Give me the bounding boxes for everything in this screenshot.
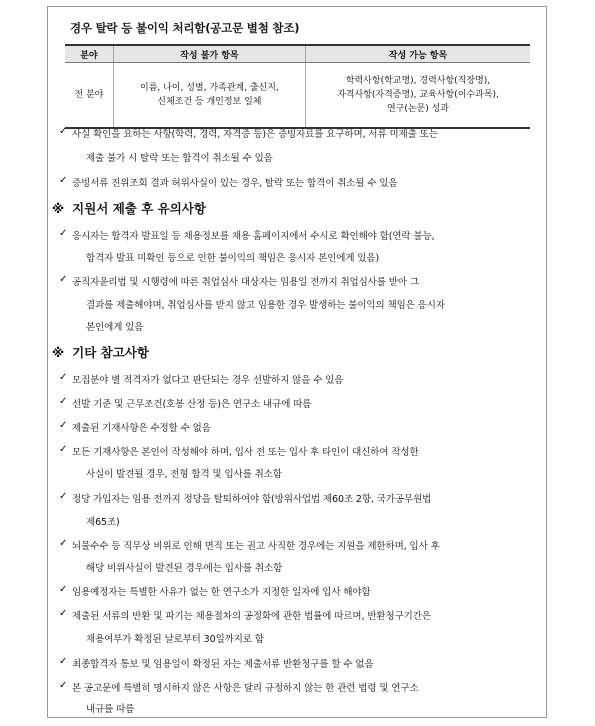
bullet-line: 최종합격자 통보 및 임용일이 확정된 자는 제출서류 반환청구를 할 수 없음 [72, 659, 374, 670]
bullet-line: 모집분야 별 적격자가 없다고 판단되는 경우 선발하지 않을 수 있음 [72, 375, 344, 386]
check-icon: ✓ [59, 656, 68, 667]
cell-prohibited-line: 신체조건 등 개인정보 일체 [157, 97, 262, 107]
bullet-line: 제출된 기재사항은 수정할 수 없음 [72, 423, 211, 434]
bullet-line: 본 공고문에 특별히 명시하지 않은 사항은 달리 규정하지 않는 한 관련 법령 및 연구소 [72, 683, 419, 694]
check-icon: ✓ [59, 396, 68, 407]
bullet-line: 제출된 서류의 반환 및 파기는 채용절차의 공정화에 관한 법률에 따르며, 반환청구기간은 [72, 611, 431, 622]
bullet-line: 본인에게 있음 [86, 322, 144, 333]
writing-items-table [65, 44, 530, 129]
bullet-line: 모든 기재사항은 본인이 작성해야 하며, 입사 전 또는 입사 후 타인이 대신하여 작성한 [72, 447, 419, 458]
bullet-line: 제65조) [86, 517, 120, 528]
check-icon: ✓ [59, 584, 68, 595]
check-icon: ✓ [59, 372, 68, 383]
bullet-line: 뇌물수수 등 직무상 비위로 인해 면직 또는 권고 사직한 경우에는 지원을 제한하며, 입사 후 [72, 541, 440, 552]
bullet-line: 임용예정자는 특별한 사유가 없는 한 연구소가 지정한 일자에 입사 해야함 [72, 587, 371, 598]
table-row [65, 63, 530, 129]
cell-allowed-line: 연구(논문) 성과 [386, 104, 450, 114]
cell-allowed-line: 자격사항(자격증명), 교육사항(이수과목), [337, 90, 499, 100]
bullet-line: 제출 불가 시 탈락 또는 합격이 취소될 수 있음 [86, 153, 273, 164]
cell-prohibited-line: 이름, 나이, 성별, 가족관계, 출신지, [140, 83, 279, 93]
bullet-line: 선발 기준 및 근무조건(호봉 산정 등)은 연구소 내규에 따름 [72, 399, 312, 410]
check-icon: ✓ [59, 444, 68, 455]
bullet-line: 정당 가입자는 임용 전까지 정당을 탈퇴하여야 함(방위사업법 제60조 2항, 국가공무원법 [72, 494, 432, 505]
cell-field: 전 분야 [65, 63, 113, 129]
bullet-line: 해당 비위사실이 발견된 경우에는 입사를 취소함 [86, 563, 283, 574]
check-icon: ✓ [59, 274, 68, 285]
check-icon: ✓ [59, 538, 68, 549]
bullet-line: 응시자는 합격자 발표일 등 채용정보를 채용 홈페이지에서 수시로 확인해야 함(연락 불능, [72, 231, 435, 242]
check-icon: ✓ [59, 420, 68, 431]
column-header-field: 분야 [65, 45, 113, 63]
section-title-disadvantage: 경우 탈락 등 불이익 처리함(공고문 별첨 참조) [70, 21, 300, 35]
bullet-line: 채용여부가 확정된 날로부터 30일까지로 함 [86, 634, 264, 645]
bullet-line: 결과를 제출해야며, 취업심사를 받지 않고 임용한 경우 발생하는 불이익의 책임은 응시자 [86, 300, 445, 311]
section-heading-other-notes [52, 343, 149, 361]
column-header-allowed: 작성 가능 항목 [305, 45, 530, 63]
bullet-line: 합격자 발표 미확인 등으로 인한 불이익의 책임은 응시자 본인에게 있음) [86, 253, 380, 264]
section-heading-text: 지원서 제출 후 유의사항 [72, 201, 206, 216]
table-header-row [65, 45, 530, 63]
bullet-line: 사실 확인을 요하는 사항(학력, 경력, 자격증 등)은 증빙자료를 요구하며, 서류 미제출 또는 [72, 129, 438, 140]
reference-mark-icon: ※ [52, 201, 65, 216]
bullet-line: 증빙서류 진위조회 결과 허위사실이 있는 경우, 탈락 또는 합격이 취소될 수 있음 [72, 178, 398, 189]
bullet-line: 내규를 따름 [86, 704, 135, 715]
reference-mark-icon: ※ [52, 345, 65, 360]
column-header-prohibited: 작성 불가 항목 [113, 45, 305, 63]
cell-allowed [305, 63, 530, 129]
section-heading-after-submission [52, 199, 206, 217]
check-icon: ✓ [59, 491, 68, 502]
check-icon: ✓ [59, 680, 68, 691]
check-icon: ✓ [59, 608, 68, 619]
cell-prohibited [113, 63, 305, 129]
section-heading-text: 기타 참고사항 [72, 345, 149, 360]
cell-allowed-line: 학력사항(학교명), 경력사항(직장명), [345, 76, 491, 86]
bullet-line: 사실이 발견될 경우, 전형 합격 및 입사를 취소함 [86, 469, 282, 480]
check-icon: ✓ [59, 175, 68, 186]
check-icon: ✓ [59, 228, 68, 239]
check-icon: ✓ [59, 126, 68, 137]
bullet-line: 공직자윤리법 및 시행령에 따른 취업심사 대상자는 임용일 전까지 취업심사를 받아 그 [72, 277, 419, 288]
